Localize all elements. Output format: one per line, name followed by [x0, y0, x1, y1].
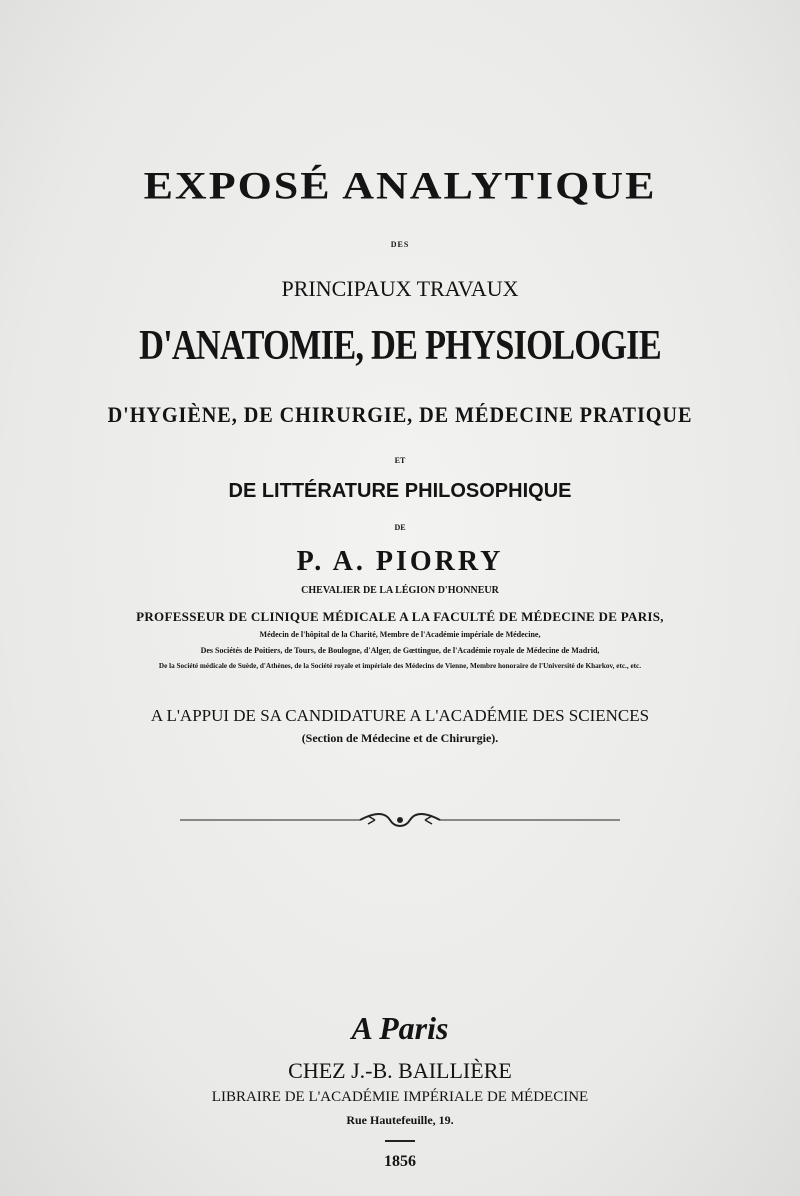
author-position: PROFESSEUR DE CLINIQUE MÉDICALE A LA FACULTÉ DE MÉDECINE DE PARIS, — [136, 609, 664, 624]
author-name: P. A. PIORRY — [296, 546, 504, 577]
publication-year: 1856 — [384, 1153, 416, 1170]
publisher-city: A Paris — [351, 1010, 449, 1046]
publisher-address: Rue Hautefeuille, 19. — [346, 1113, 454, 1127]
author-honor: CHEVALIER DE LA LÉGION D'HONNEUR — [301, 585, 499, 596]
ornament-rule — [180, 808, 620, 832]
title-litterature: DE LITTÉRATURE PHILOSOPHIQUE — [228, 480, 572, 502]
publisher-title: LIBRAIRE DE L'ACADÉMIE IMPÉRIALE DE MÉDECINE — [211, 1089, 589, 1105]
title-hygiene: D'HYGIÈNE, DE CHIRURGIE, DE MÉDECINE PRATIQUE — [107, 402, 693, 427]
title-anatomie: D'ANATOMIE, DE PHYSIOLOGIE — [139, 323, 661, 369]
title-et: ET — [394, 456, 406, 465]
author-affiliation-1: Médecin de l'hôpital de la Charité, Membre de l'Académie impériale de Médecine, — [259, 630, 541, 639]
title-main: EXPOSÉ ANALYTIQUE — [143, 163, 657, 208]
author-affiliation-3: De la Société médicale de Suède, d'Athènes, de la Société royale et impériale des Médecins de Vienne, Membre honoraire de l'Université de Kharkov, etc., etc. — [158, 661, 642, 670]
author-affiliation-2: Des Sociétés de Poitiers, de Tours, de Boulogne, d'Alger, de Gœttingue, de l'Académie royale de Médecine de Madrid, — [200, 646, 600, 655]
title-de: DE — [394, 523, 406, 532]
title-principaux: PRINCIPAUX TRAVAUX — [281, 276, 519, 301]
candidature-line: A L'APPUI DE SA CANDIDATURE A L'ACADÉMIE DES SCIENCES — [150, 706, 650, 725]
publisher-name: CHEZ J.-B. BAILLIÈRE — [288, 1058, 512, 1083]
section-line: (Section de Médecine et de Chirurgie). — [301, 731, 499, 745]
title-des: DES — [390, 240, 410, 249]
divider — [385, 1140, 415, 1142]
